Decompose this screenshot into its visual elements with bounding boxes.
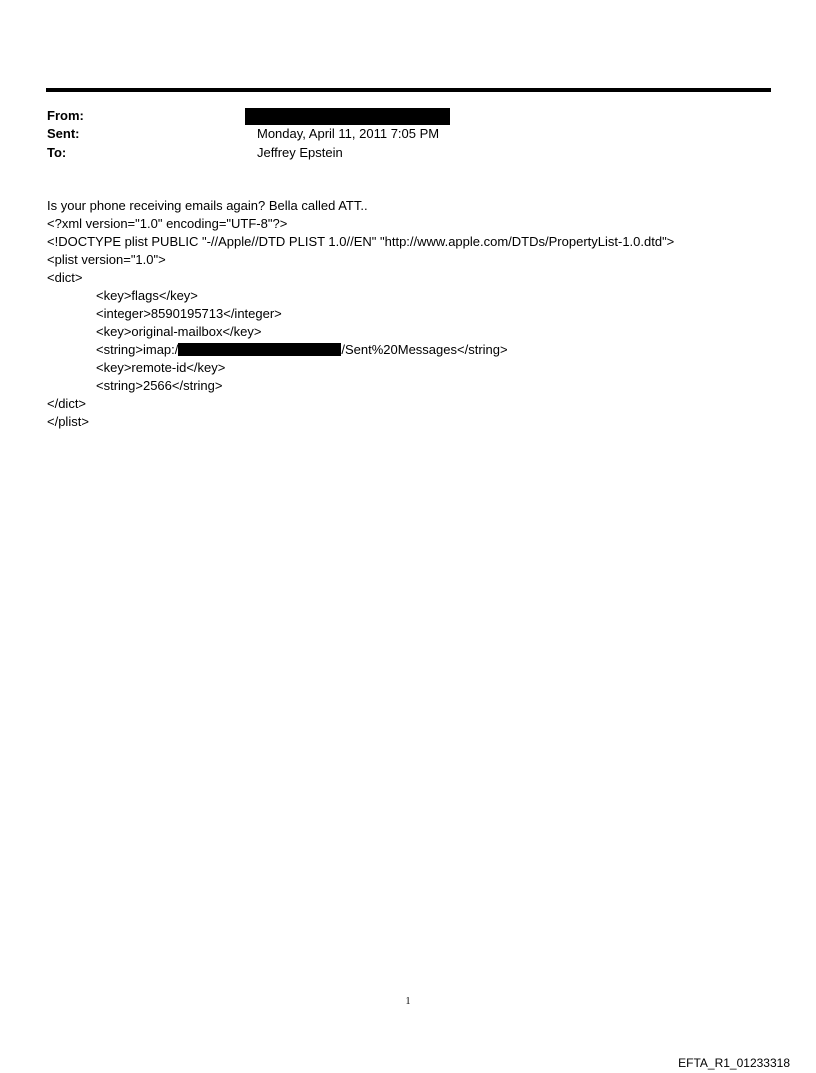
body-line: <integer>8590195713</integer> <box>96 306 282 321</box>
imap-redaction <box>178 343 341 356</box>
from-label: From: <box>47 108 84 123</box>
sent-value: Monday, April 11, 2011 7:05 PM <box>257 126 440 141</box>
body-line: <dict> <box>47 270 83 285</box>
body-line: Is your phone receiving emails again? Bella called ATT.. <box>47 198 368 213</box>
imap-suffix: /Sent%20Messages</string> <box>341 342 508 357</box>
header-rule <box>46 88 771 92</box>
page-number: 1 <box>405 996 411 1007</box>
to-label: To: <box>47 145 67 160</box>
body-line: <key>original-mailbox</key> <box>96 324 262 339</box>
body-line: <string>2566</string> <box>96 378 223 393</box>
body-line: <key>remote-id</key> <box>96 360 226 375</box>
imap-prefix: <string>imap:/ <box>96 342 179 357</box>
body-line: </plist> <box>47 414 89 429</box>
body-line: <?xml version="1.0" encoding="UTF-8"?> <box>47 216 288 231</box>
document-id: EFTA_R1_01233318 <box>678 1056 790 1070</box>
sent-label: Sent: <box>47 126 80 141</box>
body-line: <key>flags</key> <box>96 288 198 303</box>
body-line: <plist version="1.0"> <box>47 252 166 267</box>
imap-line <box>96 341 508 359</box>
body-line: </dict> <box>47 396 87 411</box>
from-redaction <box>245 108 450 125</box>
body-line: <!DOCTYPE plist PUBLIC "-//Apple//DTD PLIST 1.0//EN" "http://www.apple.com/DTDs/PropertyList-1.0.dtd"> <box>47 234 675 249</box>
to-value: Jeffrey Epstein <box>257 145 343 160</box>
